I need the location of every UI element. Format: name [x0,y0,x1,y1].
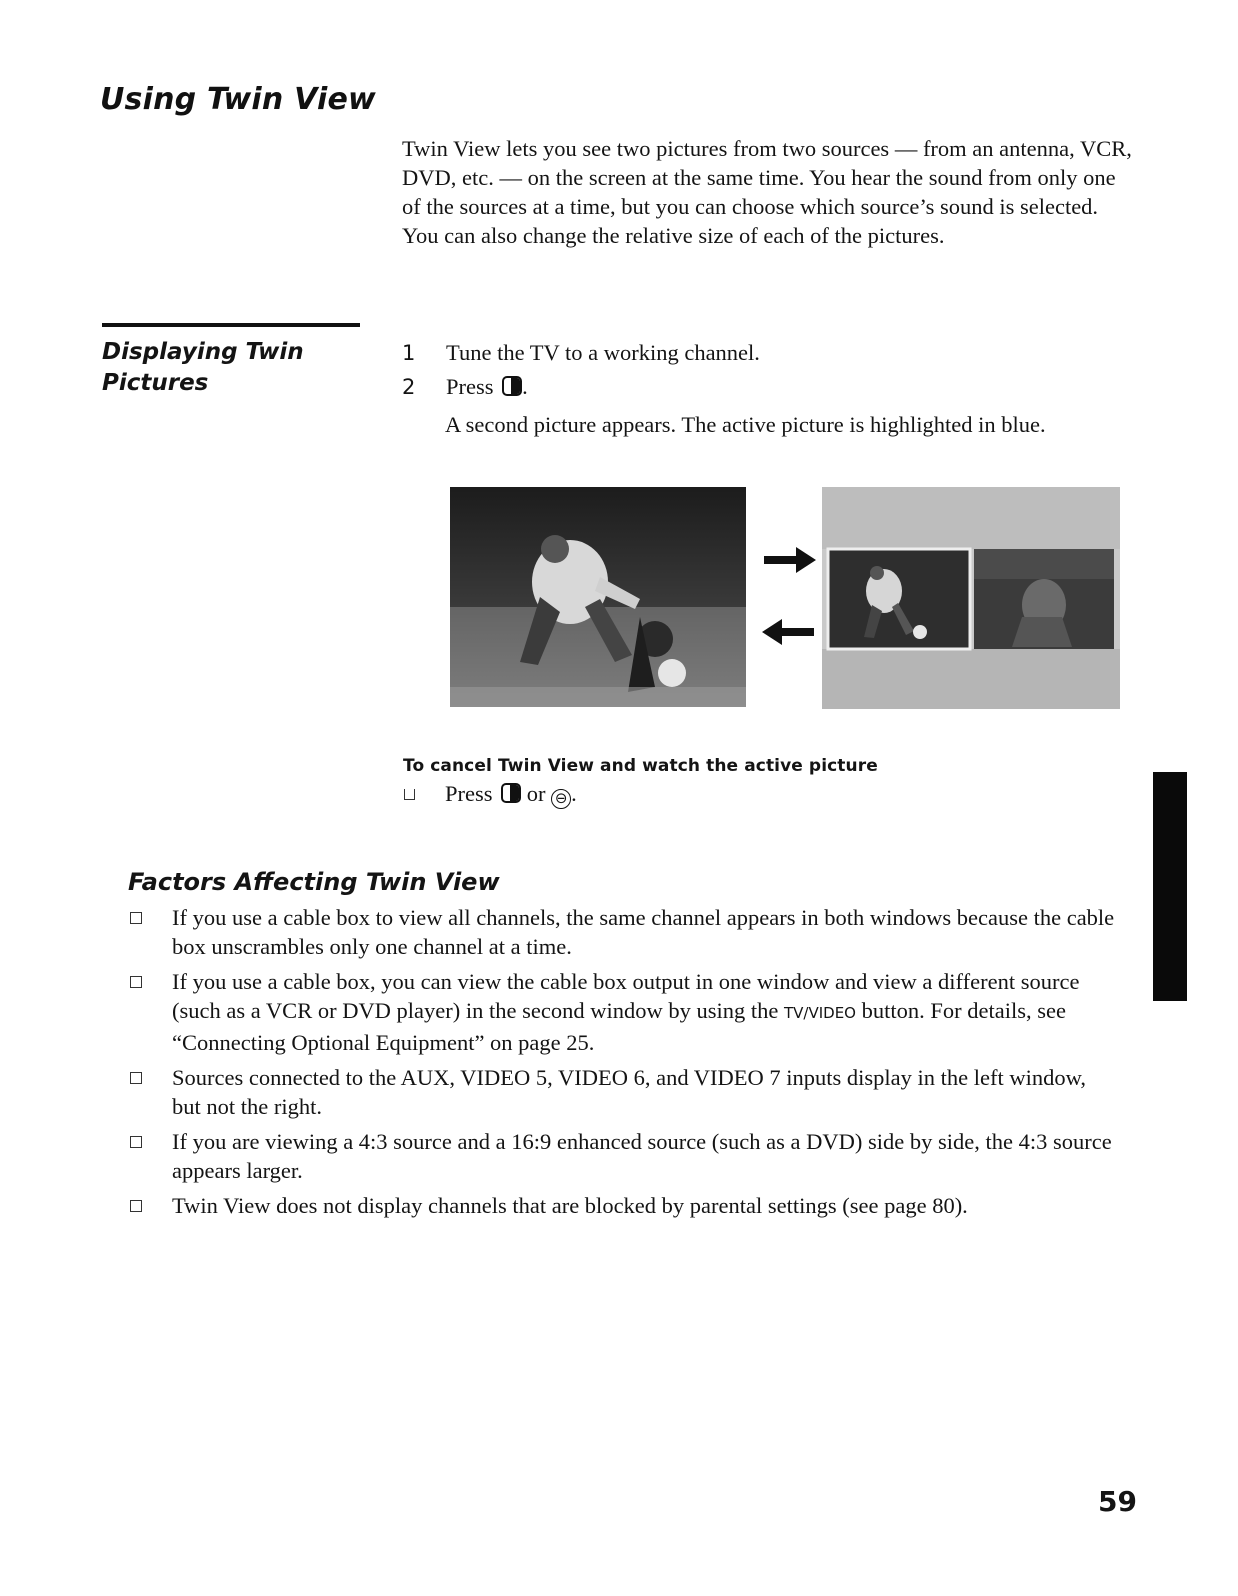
twin-view-button-icon [502,376,522,396]
list-item [128,903,1118,961]
intro-paragraph: Twin View lets you see two pictures from two sources — from an antenna, VCR, DVD, etc. — on the screen at the same time. You hear the sound from only one of the sources at a time, but you can choose which source’s sound is selected. You can also change the relative size of each of the pictures. [402,136,1132,248]
list-item [128,1191,1118,1220]
step-number: 1 [402,341,416,365]
step-2 [402,372,1112,402]
cancel-heading: To cancel Twin View and watch the active picture [403,756,878,776]
step-suffix: . [522,374,528,399]
cancel-or: or [526,781,546,806]
factors-heading: Factors Affecting Twin View [128,868,500,896]
factor-text: Sources connected to the AUX, VIDEO 5, VIDEO 6, and VIDEO 7 inputs display in the left window, but not the right. [172,1065,1087,1119]
checkbox-bullet-icon [130,1136,142,1148]
checkbox-bullet-icon [130,1200,142,1212]
factors-list [128,903,1118,1226]
list-item [128,967,1118,1057]
twin-view-button-icon [501,783,521,803]
cancel-press: Press [445,781,493,806]
arrow-left-icon [760,617,816,647]
page-title: Using Twin View [100,82,376,117]
step-1 [402,338,1112,368]
step-2-description: A second picture appears. The active picture is highlighted in blue. [445,412,1046,437]
factor-text: If you use a cable box to view all channels, the same channel appears in both windows because the cable box unscrambles only one channel at a time. [172,905,1115,959]
step-text: Press [446,374,494,399]
factor-text: Twin View does not display channels that are blocked by parental settings (see page 80). [172,1193,968,1218]
checkbox-bullet-icon [404,789,415,800]
checkbox-bullet-icon [130,1072,142,1084]
step-text: Tune the TV to a working channel. [446,340,760,365]
checkbox-bullet-icon [130,976,142,988]
cancel-instruction [404,779,577,809]
factor-text: If you are viewing a 4:3 source and a 16:9 enhanced source (such as a DVD) side by side, the 4:3 source appears larger. [172,1129,1112,1183]
tv-video-button-label: TV/VIDEO [783,1004,856,1022]
chapter-thumb-tab [1153,772,1187,1001]
page-number: 59 [1098,1485,1137,1518]
section-heading: Displaying Twin Pictures [102,339,304,396]
checkbox-bullet-icon [130,912,142,924]
twin-pictures-photo [822,487,1120,709]
factor-text: button. For details, see “Connecting Optional Equipment” on page 25. [172,998,1066,1055]
cancel-suffix: . [571,781,577,806]
list-item [128,1127,1118,1185]
arrow-right-icon [762,545,818,575]
circle-minus-icon: ⊖ [551,789,571,809]
section-divider [102,323,360,327]
list-item [128,1063,1118,1121]
factor-text: If you use a cable box, you can view the cable box output in one window and view a different source (such as a VCR or DVD player) in the second window by using the [172,969,1080,1023]
twin-view-illustration [450,487,1120,709]
step-number: 2 [402,375,416,399]
single-picture-photo [450,487,746,707]
